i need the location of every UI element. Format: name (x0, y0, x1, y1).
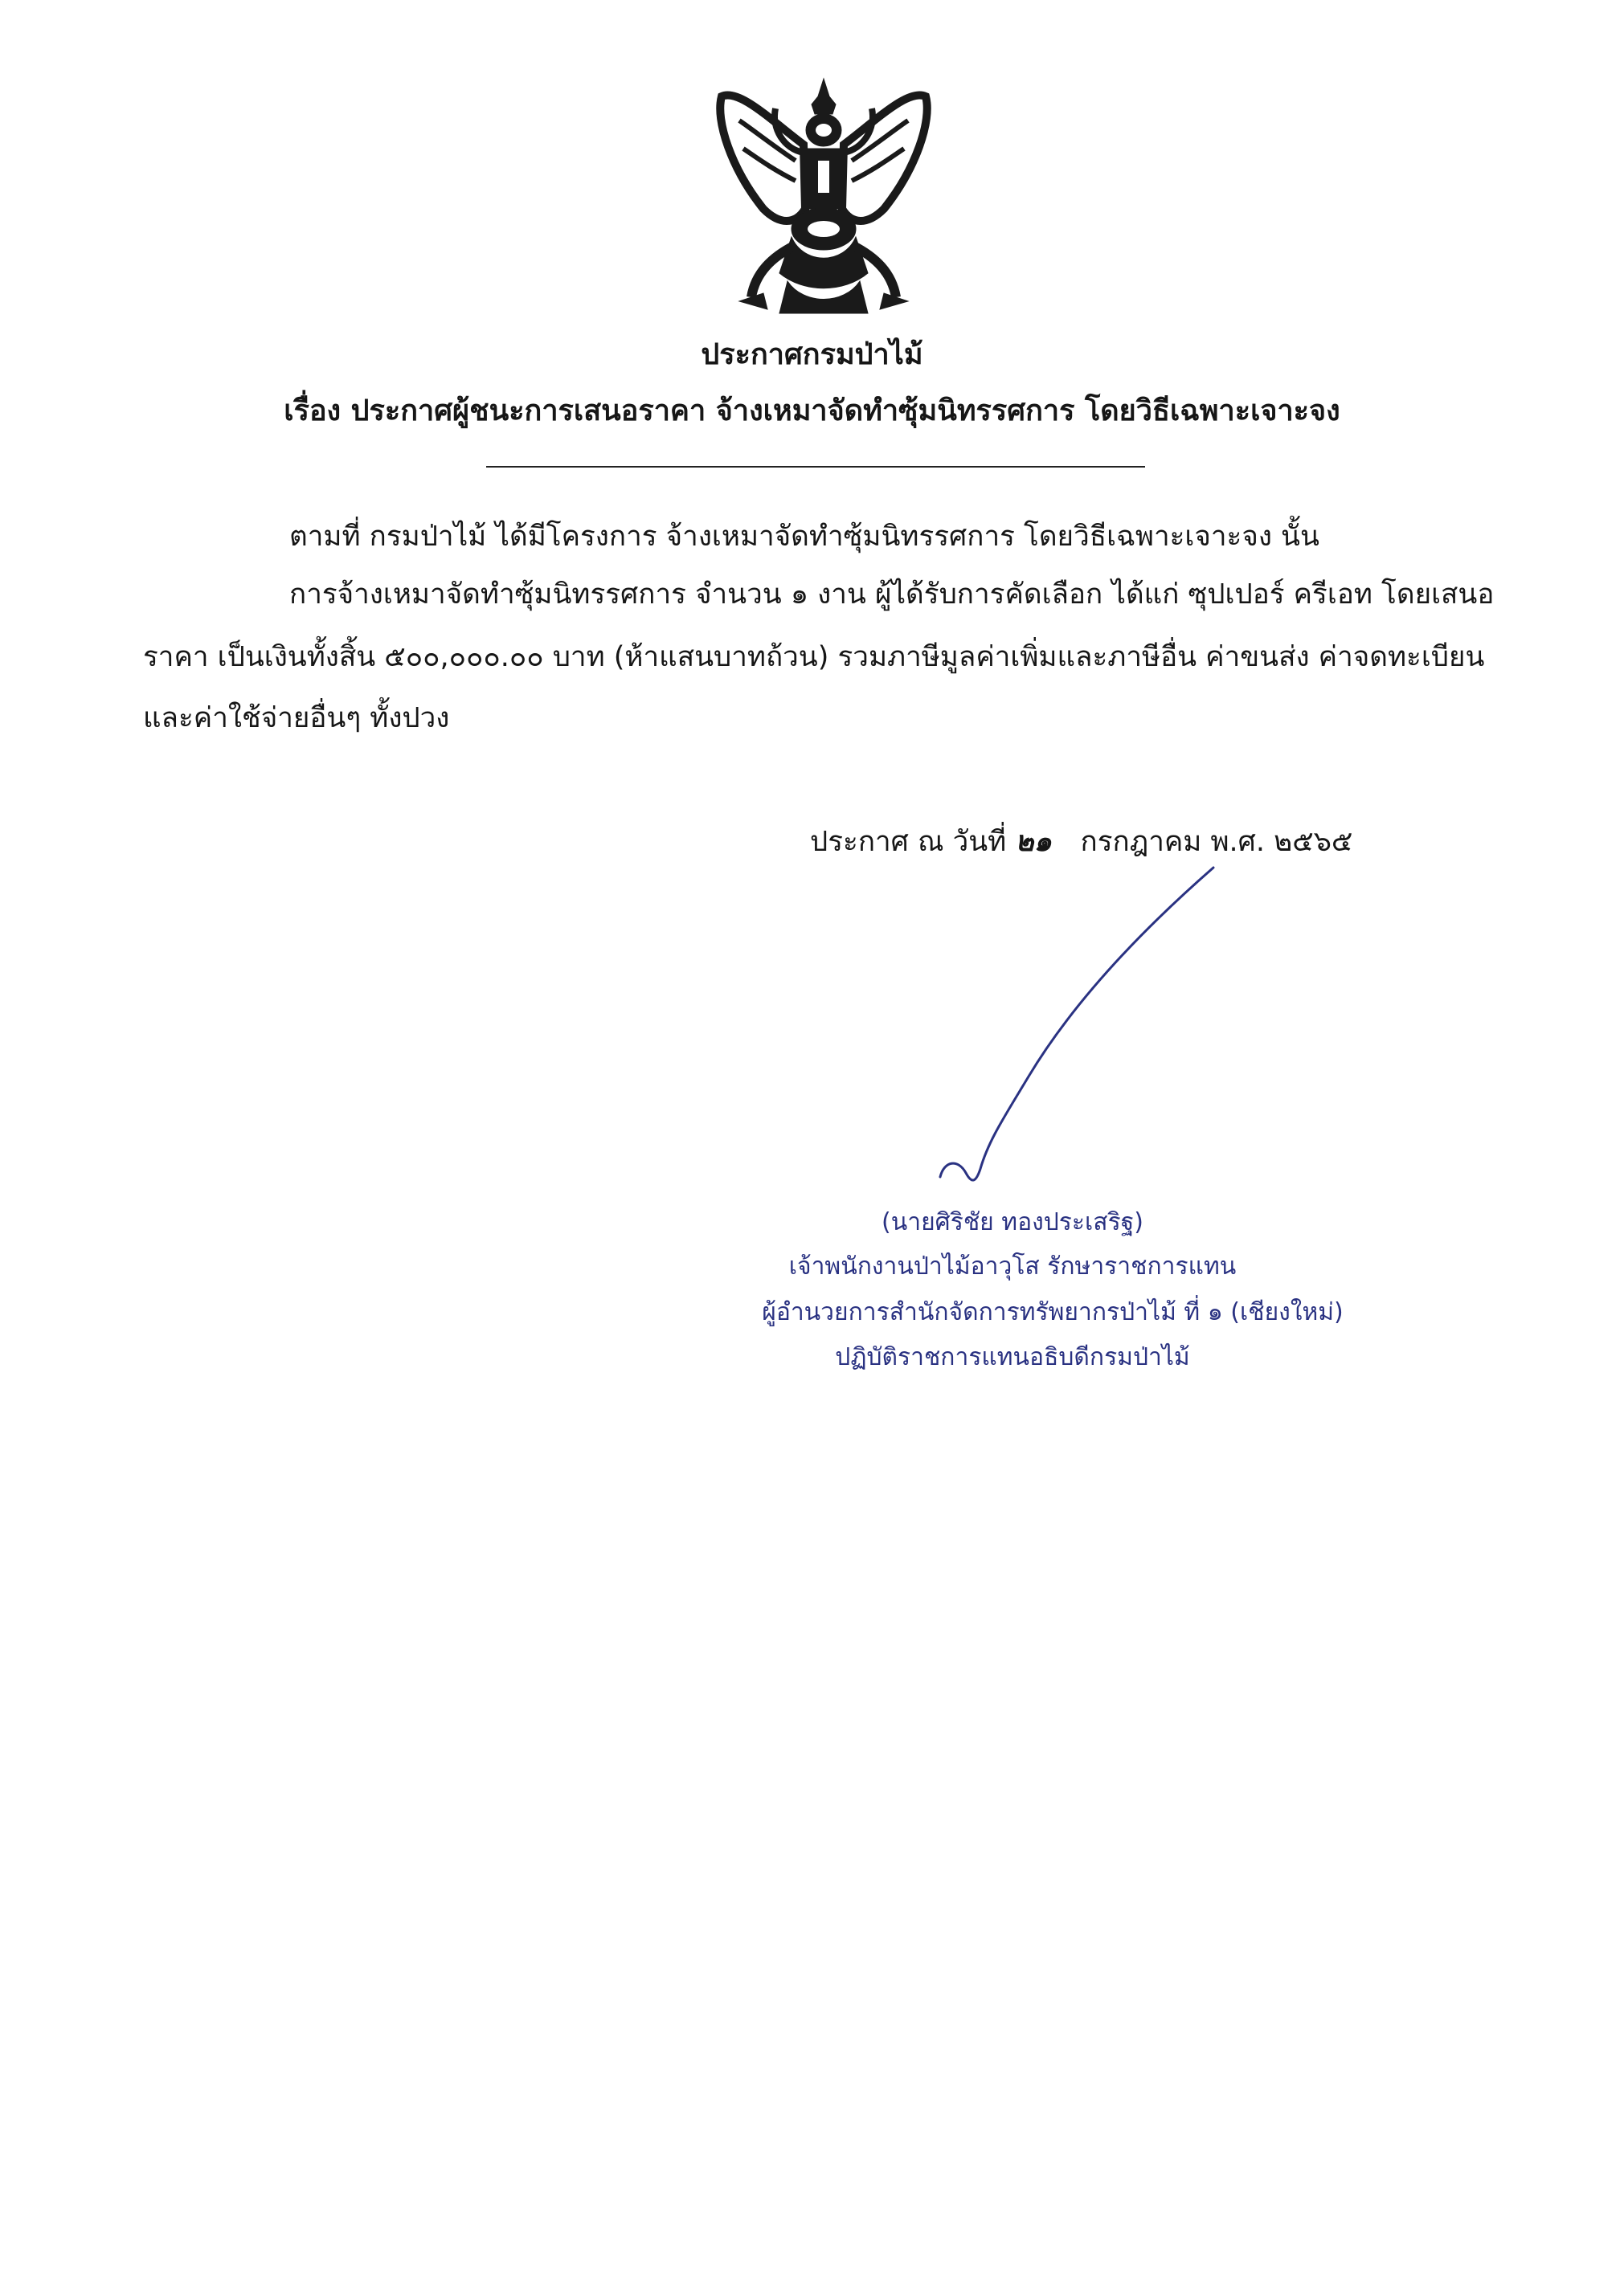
body-paragraph-2-line-1: การจ้างเหมาจัดทำซุ้มนิทรรศการ จำนวน ๑ งาน ผู้ได้รับการคัดเลือก ได้แก่ ซุปเปอร์ ครีเอท โดยเสนอ (289, 578, 1495, 611)
body-paragraph-2-line-2: ราคา เป็นเงินทั้งสิ้น ๕๐๐,๐๐๐.๐๐ บาท (ห้าแสนบาทถ้วน) รวมภาษีมูลค่าเพิ่มและภาษีอื่น ค่าขนส่ง ค่าจดทะเบียน (143, 641, 1485, 673)
garuda-emblem-icon (707, 72, 940, 321)
document-title: ประกาศกรมป่าไม้ (701, 338, 923, 371)
body-paragraph-1: ตามที่ กรมป่าไม้ ได้มีโครงการ จ้างเหมาจัดทำซุ้มนิทรรศการ โดยวิธีเฉพาะเจาะจง นั้น (289, 521, 1319, 553)
date-month-year: กรกฎาคม พ.ศ. ๒๕๖๕ (1080, 826, 1353, 858)
signatory-position-3: ปฏิบัติราชการแทนอธิบดีกรมป่าไม้ (835, 1343, 1190, 1371)
signatory-position-1: เจ้าพนักงานป่าไม้อาวุโส รักษาราชการแทน (788, 1252, 1237, 1281)
signatory-position-2: ผู้อำนวยการสำนักจัดการทรัพยากรป่าไม้ ที่ ๑ (เชียงใหม่) (762, 1298, 1344, 1326)
title-divider (486, 466, 1145, 468)
date-prefix: ประกาศ ณ วันที่ (810, 826, 1007, 858)
handwritten-signature (860, 852, 1246, 1205)
body-paragraph-2-line-3: และค่าใช้จ่ายอื่นๆ ทั้งปวง (143, 702, 450, 734)
date-day: ๒๑ (1015, 825, 1052, 858)
signatory-name: (นายศิริชัย ทองประเสริฐ) (882, 1208, 1143, 1236)
document-subject: เรื่อง ประกาศผู้ชนะการเสนอราคา จ้างเหมาจัดทำซุ้มนิทรรศการ โดยวิธีเฉพาะเจาะจง (284, 394, 1340, 427)
